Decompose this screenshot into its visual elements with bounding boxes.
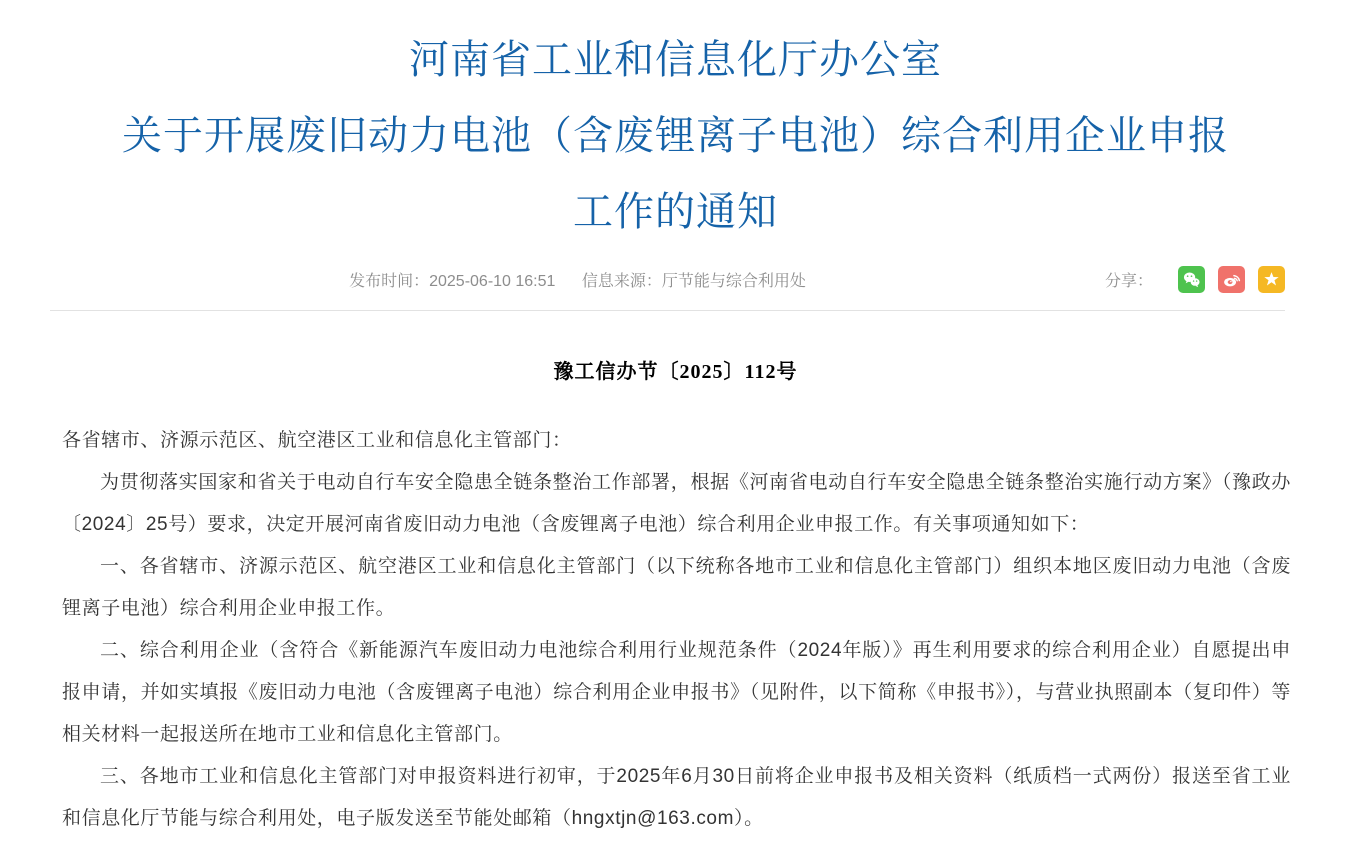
share-label: 分享：	[1104, 272, 1153, 290]
source-label: 信息来源：	[581, 272, 662, 290]
page-title	[0, 0, 1351, 250]
item-2-paragraph: 二、综合利用企业（含符合《新能源汽车废旧动力电池综合利用行业规范条件（2024年版）》再生利用要求的综合利用企业）自愿提出申报申请，并如实填报《废旧动力电池（含废锂离子电池）综合利用企业申报书》（见附件，以下简称《申报书》），与营业执照副本（复印件）等相关材料一起报送所在地市工业和信息化主管部门。	[62, 640, 1291, 745]
intro-paragraph: 为贯彻落实国家和省关于电动自行车安全隐患全链条整治工作部署，根据《河南省电动自行车安全隐患全链条整治实施行动方案》（豫政办〔2024〕25号）要求，决定开展河南省废旧动力电池（含废锂离子电池）综合利用企业申报工作。有关事项通知如下：	[62, 472, 1291, 535]
meta-info	[50, 268, 1105, 291]
source-item	[582, 268, 806, 291]
meta-bar	[50, 264, 1301, 294]
weibo-icon	[1221, 269, 1242, 290]
document-body	[62, 420, 1291, 840]
favorite-star-icon	[1261, 269, 1282, 290]
publish-time-item	[349, 268, 555, 291]
favorite-share-button[interactable]	[1258, 266, 1285, 293]
source-value: 厅节能与综合利用处	[661, 272, 806, 290]
publish-time-label: 发布时间：	[349, 272, 430, 290]
divider	[50, 310, 1285, 311]
item-1-paragraph: 一、各省辖市、济源示范区、航空港区工业和信息化主管部门（以下统称各地市工业和信息化主管部门）组织本地区废旧动力电池（含废锂离子电池）综合利用企业申报工作。	[62, 556, 1291, 619]
title-line-3: 工作的通知	[573, 190, 778, 234]
weibo-share-button[interactable]	[1218, 266, 1245, 293]
document-number: 豫工信办节〔2025〕112号	[553, 361, 798, 383]
item-3-paragraph: 三、各地市工业和信息化主管部门对申报资料进行初审，于2025年6月30日前将企业申报书及相关资料（纸质档一式两份）报送至省工业和信息化厅节能与综合利用处，电子版发送至节能处邮箱（hngxtjn@163.com）。	[62, 766, 1291, 829]
wechat-share-button[interactable]	[1178, 266, 1205, 293]
wechat-icon	[1181, 269, 1202, 290]
salutation-paragraph: 各省辖市、济源示范区、航空港区工业和信息化主管部门：	[62, 430, 572, 451]
share-box	[1105, 266, 1301, 293]
publish-time-value: 2025-06-10 16:51	[429, 272, 556, 290]
title-line-2: 关于开展废旧动力电池（含废锂离子电池）综合利用企业申报	[122, 114, 1229, 158]
title-line-1: 河南省工业和信息化厅办公室	[409, 38, 942, 82]
